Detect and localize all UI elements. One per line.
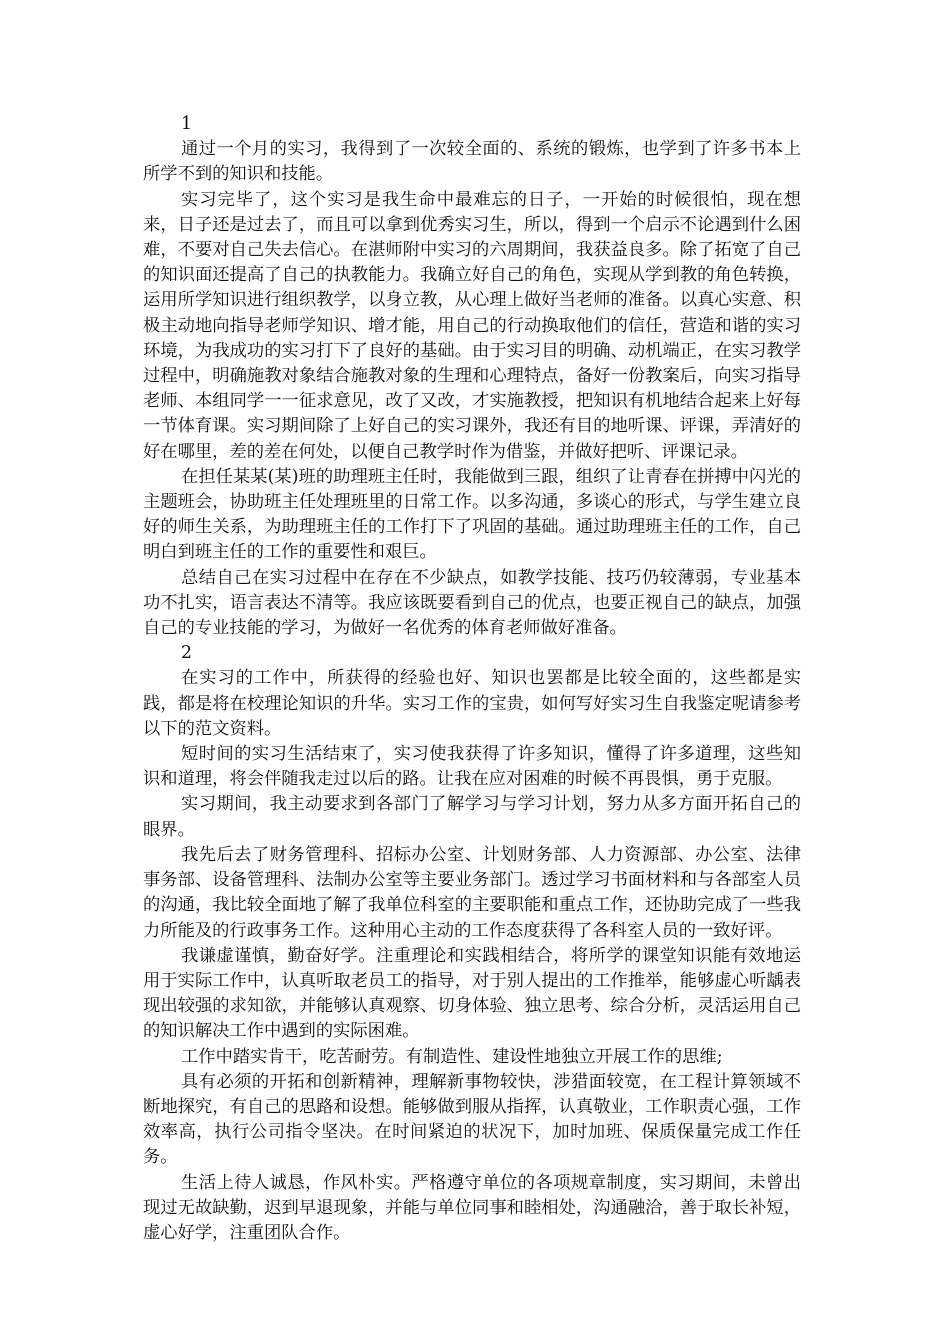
section-2-paragraph-7: 具有必须的开拓和创新精神，理解新事物较快，涉猎面较宽，在工程计算领域不断地探究，有自己的思路和设想。能够做到服从指挥，认真敬业，工作职责心强，工作效率高，执行公司指令坚决。在时间紧迫的状况下，加时加班、保质保量完成工作任务。	[143, 1071, 801, 1168]
section-1-paragraph-2: 实习完毕了，这个实习是我生命中最难忘的日子，一开始的时候很怕，现在想来，日子还是过去了，而且可以拿到优秀实习生，所以，得到一个启示不论遇到什么困难，不要对自己失去信心。在湛师附中实习的六周期间，我获益良多。除了拓宽了自己的知识面还提高了自己的执教能力。我确立好自己的角色，实现从学到教的角色转换，运用所学知识进行组织教学，以身立教，从心理上做好当老师的准备。以真心实意、积极主动地向指导老师学知识、增才能，用自己的行动换取他们的信任，营造和谐的实习环境，为我成功的实习打下了良好的基础。由于实习目的明确、动机端正，在实习教学过程中，明确施教对象结合施教对象的生理和心理特点，备好一份教案后，向实习指导老师、本组同学一一征求意见，改了又改，才实施教授，把知识有机地结合起来上好每一节体育课。实习期间除了上好自己的实习课外，我还有目的地听课、评课，弄清好的好在哪里，差的差在何处，以便自己教学时作为借鉴，并做好把听、评课记录。	[143, 189, 801, 462]
section-2-paragraph-3: 实习期间，我主动要求到各部门了解学习与学习计划，努力从多方面开拓自己的眼界。	[143, 794, 801, 840]
section-2-number: 2	[181, 643, 192, 664]
section-2-paragraph-6: 工作中踏实肯干，吃苦耐劳。有制造性、建设性地独立开展工作的思维;	[181, 1046, 723, 1067]
document-body	[143, 112, 801, 1246]
section-2-paragraph-5: 我谦虚谨慎，勤奋好学。注重理论和实践相结合，将所学的课堂知识能有效地运用于实际工作中，认真听取老员工的指导，对于别人提出的工作推举，能够虚心听龋表现出较强的求知欲，并能够认真观察、切身体验、独立思考、综合分析，灵活运用自己的知识解决工作中遇到的实际困难。	[143, 945, 801, 1042]
section-1-paragraph-1: 通过一个月的实习，我得到了一次较全面的、系统的锻炼，也学到了许多书本上所学不到的知识和技能。	[143, 139, 801, 185]
section-1-paragraph-4: 总结自己在实习过程中在存在不少缺点，如教学技能、技巧仍较薄弱，专业基本功不扎实，语言表达不清等。我应该既要看到自己的优点，也要正视自己的缺点，加强自己的专业技能的学习，为做好一名优秀的体育老师做好准备。	[143, 567, 801, 639]
section-1-number: 1	[181, 114, 192, 134]
section-2-paragraph-2: 短时间的实习生活结束了，实习使我获得了许多知识，懂得了许多道理，这些知识和道理，将会伴随我走过以后的路。让我在应对困难的时候不再畏惧，勇于克服。	[143, 744, 801, 790]
section-2-paragraph-8: 生活上待人诚恳，作风朴实。严格遵守单位的各项规章制度，实习期间，未曾出现过无故缺勤，迟到早退现象，并能与单位同事和睦相处，沟通融洽，善于取长补短，虚心好学，注重团队合作。	[143, 1172, 801, 1243]
section-1-paragraph-3: 在担任某某(某)班的助理班主任时，我能做到三跟，组织了让青春在拼搏中闪光的主题班会，协助班主任处理班里的日常工作。以多沟通，多谈心的形式，与学生建立良好的师生关系，为助理班主任的工作打下了巩固的基础。通过助理班主任的工作，自己明白到班主任的工作的重要性和艰巨。	[143, 466, 801, 563]
section-2-paragraph-1: 在实习的工作中，所获得的经验也好、知识也罢都是比较全面的，这些都是实践，都是将在校理论知识的升华。实习工作的宝贵，如何写好实习生自我鉴定呢请参考以下的范文资料。	[143, 668, 801, 739]
section-2-paragraph-4: 我先后去了财务管理科、招标办公室、计划财务部、人力资源部、办公室、法律事务部、设备管理科、法制办公室等主要业务部门。透过学习书面材料和与各部室人员的沟通，我比较全面地了解了我单位科室的主要职能和重点工作，还协助完成了一些我力所能及的行政事务工作。这种用心主动的工作态度获得了各科室人员的一致好评。	[143, 844, 801, 941]
